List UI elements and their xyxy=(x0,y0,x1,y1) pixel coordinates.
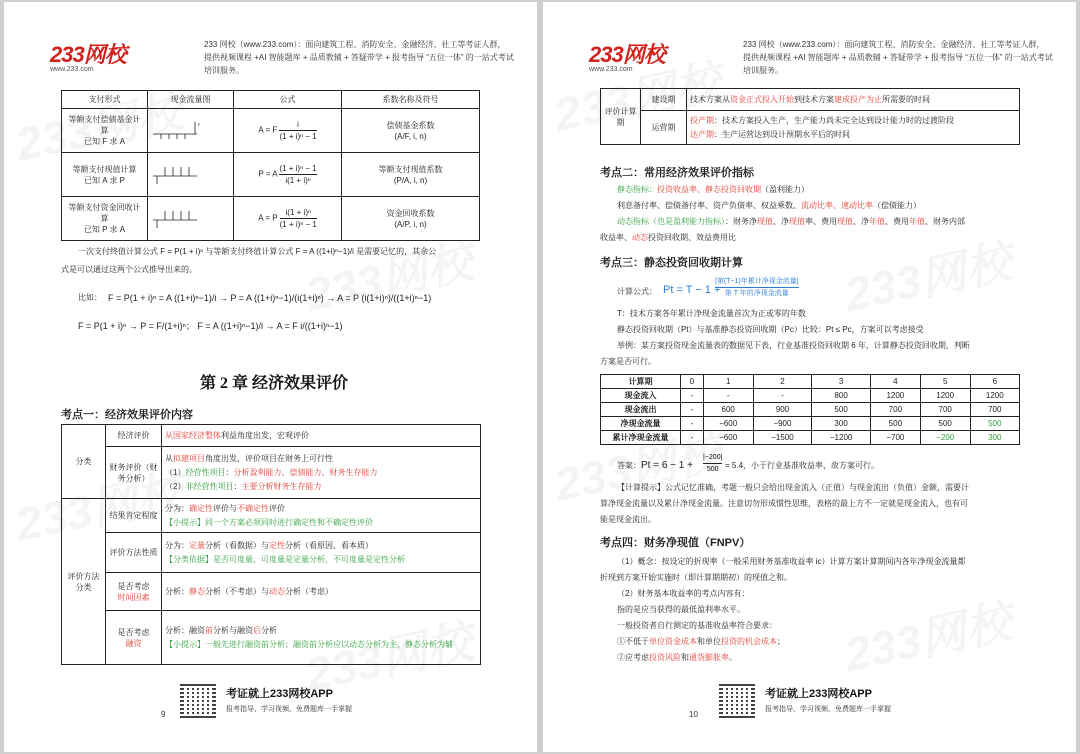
period-table: 评价计算期 建设期 技术方案从资金正式投入开始到技术方案建成投产为止所需要的时间 运营期 投产期：技术方案投入生产，生产能力尚未完全达到设计能力时的过渡阶段 达产期：生产运营达到设计预期水平后的时间 xyxy=(600,88,1020,145)
table-row xyxy=(601,403,1020,417)
table-cell: −600 xyxy=(703,431,753,445)
s2-line-1: 静态指标：投资收益率、静态投资回收期（盈利能力） xyxy=(617,185,809,194)
table-cell: −700 xyxy=(870,431,920,445)
qr-code-icon xyxy=(719,682,755,718)
table-cell: - xyxy=(681,403,704,417)
answer-fraction: |−200| 500 xyxy=(703,454,723,473)
s2-line-2: 利息备付率、偿债备付率、资产负债率、权益乘数、流动比率、速动比率（偿债能力） xyxy=(617,201,921,210)
s2-line-4: 收益率、动态投资回收期、效益费用比 xyxy=(600,233,736,242)
header-text: 233 网校（www.233.com）：面向建筑工程、消防安全、金融经济、社工等考证人群， 提供视频课程 +AI 智能题库 + 品质教辅 + 答疑带学 + 报考指导 “五位一体” 的一站式考试培训服务。 xyxy=(204,40,514,75)
table-cell: −600 xyxy=(703,417,753,431)
s4-line-1: （1）概念：按设定的折现率（一般采用财务基准收益率 ic）计算方案计算期间内各年净现金流量都 xyxy=(617,557,966,566)
table-cell: 1200 xyxy=(920,389,970,403)
answer-result: = 5.4，小于行业基准收益率，故方案可行。 xyxy=(725,461,880,470)
table-cell: - xyxy=(681,389,704,403)
table-cell: 500 xyxy=(920,417,970,431)
header-text: 233 网校（www.233.com）：面向建筑工程、消防安全、金融经济、社工等考证人群， 提供视频课程 +AI 智能题库 + 品质教辅 + 答疑带学 + 报考指导 “五位一体” 的一站式考试培训服务。 xyxy=(743,40,1053,75)
chapter-title: 第 2 章 经济效果评价 xyxy=(200,375,349,392)
table-row xyxy=(601,431,1020,445)
row-label: 现金流入 xyxy=(601,389,681,403)
table-cell: 800 xyxy=(812,389,871,403)
table-cell: 700 xyxy=(870,403,920,417)
table-cell: −1200 xyxy=(812,431,871,445)
brand-logo: 233网校 www.233.com xyxy=(589,42,665,73)
example-formula: F = P(1 + i)ⁿ = A ((1+i)ⁿ−1)/i → P = A ((1+i)ⁿ−1)/(i(1+i)ⁿ) → A = P (i(1+i)ⁿ)/((1+i)ⁿ−1) xyxy=(108,293,432,303)
brand-logo: 233网校 www.233.com xyxy=(50,42,126,73)
qr-code-icon xyxy=(180,682,216,718)
footer: 考证就上233网校APP 报考指导、学习视频、免费题库一手掌握 xyxy=(719,682,949,722)
section-4-title: 考点四：财务净现值（FNPV） xyxy=(600,537,751,549)
para-1: 一次支付终值计算公式 F = P(1 + i)ⁿ 与等额支付终值计算公式 F = A ((1+i)ⁿ−1)/i 是需要记忆的，其余公 xyxy=(78,247,437,256)
pt-formula: Pt = T − 1 + xyxy=(663,284,721,296)
section-1-title: 考点一：经济效果评价内容 xyxy=(61,409,193,421)
calc-tip-1: 【计算提示】公式记忆准确，考题一般只会给出现金流入（正值）与现金流出（负值）金额，需要计 xyxy=(617,483,969,492)
answer-label: 答案： xyxy=(617,461,641,470)
calc-label: 计算公式： xyxy=(617,287,657,296)
pt-fraction: |第(T−1)年累计净现金流量| 第 T 年的净现金流量 xyxy=(715,278,799,297)
table-cell: 700 xyxy=(920,403,970,417)
page-right xyxy=(543,2,1076,752)
watermark xyxy=(838,585,1017,685)
table-cell: −900 xyxy=(753,417,812,431)
table-cell: 1200 xyxy=(970,389,1019,403)
table-cell: 500 xyxy=(970,417,1019,431)
t-definition: T：技术方案各年累计净现金流量首次为正或零的年数 xyxy=(617,309,806,318)
capital-recovery-diagram-icon xyxy=(151,208,205,230)
row-label: 累计净现金流量 xyxy=(601,431,681,445)
table-cell: - xyxy=(703,389,753,403)
table-cell: 700 xyxy=(970,403,1019,417)
row-label: 净现金流量 xyxy=(601,417,681,431)
compare-text: 静态投资回收期（Pt）与基准静态投资回收期（Pc）比较：Pt ≤ Pc，方案可以考虑接受 xyxy=(617,325,924,334)
svg-text:F: F xyxy=(198,121,201,127)
section-2-title: 考点二：常用经济效果评价指标 xyxy=(600,167,754,179)
cash-flow-table: 计算期 0 1 2 3 4 5 6 现金流入 - - - 800 1200 1200 1200 现金流出 - 600 900 500 700 700 700 净现金流量 - −600 −900 300 500 500 500 累计净现金流量 - −600 −1500 −1200 −700 −200 300 xyxy=(600,374,1020,445)
table-cell: - xyxy=(681,431,704,445)
s4-line-7: ②应考虑投资风险和通货膨胀率。 xyxy=(617,653,737,662)
table-cell: - xyxy=(681,417,704,431)
table-cell: 900 xyxy=(753,403,812,417)
section-3-title: 考点三：静态投资回收期计算 xyxy=(600,257,743,269)
table-cell: 500 xyxy=(812,403,871,417)
row-label: 现金流出 xyxy=(601,403,681,417)
formula-table: 支付形式 现金流量图 公式 系数名称及符号 等额支付偿债基金计算 已知 F 求 A F A = F $\frac{i}{\text{(1 + i)ⁿ − 1}}$ 偿债基金系数 (A/F, i, n) 等额支付现值计算 已知 A 求 P P = A $\frac{\text{(1 + i)ⁿ − 1}}{\text{i(1 + i)ⁿ}}$ 等额支付现值系数 (P/A, i, n) 等额支付资金回收计算 已知 P 求 A A = P $\frac{\text{i(1 + i)ⁿ}}{\text{(1 + i)ⁿ − 1}}$ 资金回收系数 (A/P, i, n) xyxy=(61,90,480,241)
eval-content-table: 分类 经济评价 从国家经济整体利益角度出发，宏观评价 财务评价（财务分析） 从拟建项目角度出发，评价项目在财务上可行性 （1）经营性项目：分析盈利能力、偿债能力、财务生存能力 （2）非经营性项目：主要分析财务生存能力 评价方法分类 结果肯定程度 分为：确定性评价与不确定性评价 【小提示】同一个方案必须同时进行确定性和不确定性评价 评价方法性质 分为：定量分析（看数据）与定性分析（看原因、看本质） 【分类依据】是否可度量，可度量是定量分析，不可度量是定性分析 是否考虑 时间因素 分析：静态分析（不考虑）与动态分析（考虑） 是否考虑 融资 分析：融资前分析与融资后分析 【小提示】一般先进行融资前分析；融资前分析应以动态分析为主，静态分析为辅 xyxy=(61,424,481,665)
table-cell: 300 xyxy=(970,431,1019,445)
table-row xyxy=(601,389,1020,403)
table-cell: 1200 xyxy=(870,389,920,403)
table-row: 等额支付现值计算 已知 A 求 P P = A $\frac{\text{(1 + i)ⁿ − 1}}{\text{i(1 + i)ⁿ}}$ 等额支付现值系数 (P/A, i, n) xyxy=(62,153,480,197)
s2-line-3: 动态指标（也是盈利能力指标）：财务净现值、净现值率、费用现值、净年值、费用年值、财务内部 xyxy=(617,217,965,226)
table-cell: 600 xyxy=(703,403,753,417)
s4-line-6: ①不低于单位资金成本和单位投资的机会成本； xyxy=(617,637,785,646)
annuity-pv-diagram-icon xyxy=(151,164,205,186)
s4-line-2: 折现到方案开始实施时（即计算期期初）的现值之和。 xyxy=(600,573,792,582)
page-number: 10 xyxy=(689,710,698,719)
table-row xyxy=(601,417,1020,431)
answer-formula: Pt = 6 − 1 + xyxy=(641,460,693,471)
table-row: 等额支付偿债基金计算 已知 F 求 A F A = F $\frac{i}{\text{(1 + i)ⁿ − 1}}$ 偿债基金系数 (A/F, i, n) xyxy=(62,109,480,153)
para-1b: 式是可以通过这两个公式推导出来的。 xyxy=(61,265,197,274)
formula-2: F = P(1 + i)ⁿ → P = F/(1+i)ⁿ； F = A ((1+i)ⁿ−1)/i → A = F i/((1+i)ⁿ−1) xyxy=(78,321,343,331)
s4-line-4: 指的是应当获得的最低盈利率水平。 xyxy=(617,605,745,614)
calc-tip-3: 能是现金流出。 xyxy=(600,515,656,524)
s4-line-5: 一般投资者自行测定的基准收益率符合要求： xyxy=(617,621,777,630)
sinking-fund-diagram-icon xyxy=(151,120,205,142)
example-2: 方案是否可行。 xyxy=(600,357,656,366)
s4-line-3: （2）财务基本收益率的考点内容有： xyxy=(617,589,750,598)
example-1: 举例：某方案投资现金流量表的数据见下表，行业基准投资回收期 6 年，计算静态投资回收期，判断 xyxy=(617,341,970,350)
calc-tip-2: 算净现金流量以及累计净现金流量。注意切勿形成惯性思维，表格的最上方不一定就是现金流入，也有可 xyxy=(600,499,968,508)
example-label: 比如： xyxy=(78,293,102,302)
footer: 考证就上233网校APP 报考指导、学习视频、免费题库一手掌握 xyxy=(180,682,410,722)
table-cell: 300 xyxy=(812,417,871,431)
page-left xyxy=(4,2,537,752)
table-cell: 500 xyxy=(870,417,920,431)
table-cell: −200 xyxy=(920,431,970,445)
page-number: 9 xyxy=(161,710,166,719)
table-cell: - xyxy=(753,389,812,403)
table-cell: −1500 xyxy=(753,431,812,445)
table-row: 等额支付资金回收计算 已知 P 求 A A = P $\frac{\text{i(1 + i)ⁿ}}{\text{(1 + i)ⁿ − 1}}$ 资金回收系数 (A/P, i, n) xyxy=(62,197,480,241)
